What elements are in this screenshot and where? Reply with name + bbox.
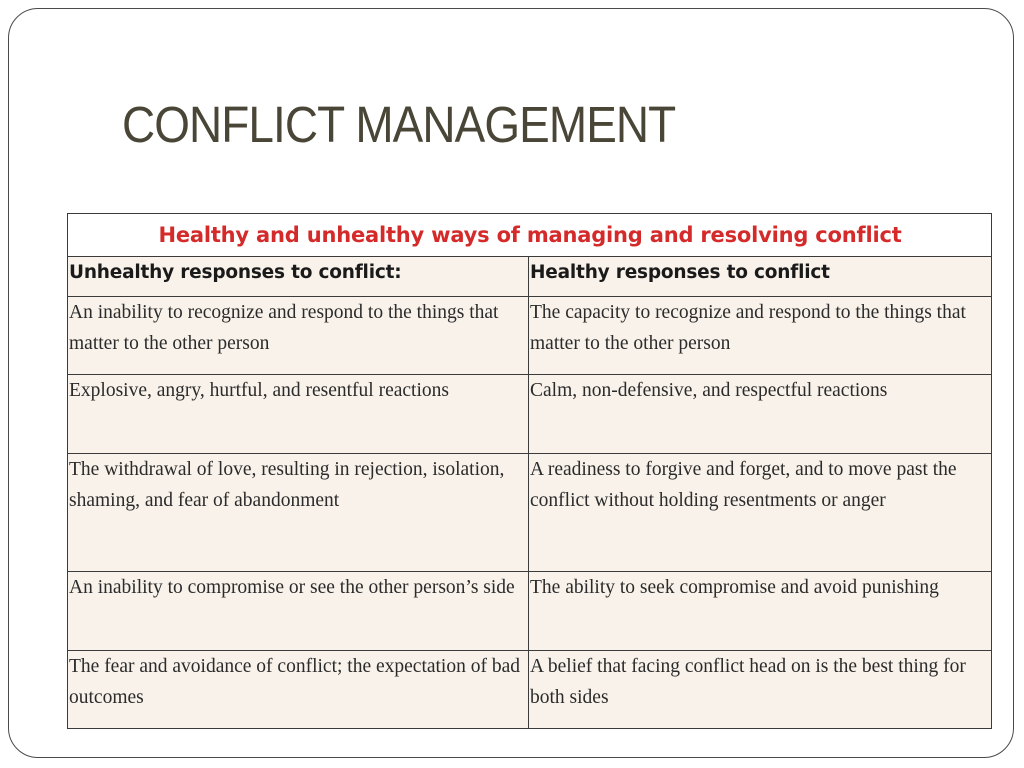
cell-healthy: A belief that facing conflict head on is the best thing for both sides: [529, 651, 992, 729]
conflict-comparison-table: [67, 213, 992, 729]
header-unhealthy: Unhealthy responses to conflict:: [68, 257, 529, 297]
cell-healthy: Calm, non-defensive, and respectful reactions: [529, 375, 992, 454]
table-row: [68, 454, 992, 572]
table-row: [68, 651, 992, 729]
slide-title: CONFLICT MANAGEMENT: [122, 96, 676, 153]
cell-healthy: The capacity to recognize and respond to the things that matter to the other person: [529, 297, 992, 375]
table-row: [68, 375, 992, 454]
table-caption: Healthy and unhealthy ways of managing and resolving conflict: [68, 214, 992, 257]
cell-healthy: The ability to seek compromise and avoid punishing: [529, 572, 992, 651]
cell-unhealthy: Explosive, angry, hurtful, and resentful reactions: [68, 375, 529, 454]
header-healthy: Healthy responses to conflict: [529, 257, 992, 297]
cell-unhealthy: The withdrawal of love, resulting in rejection, isolation, shaming, and fear of abandonment: [68, 454, 529, 572]
cell-unhealthy: An inability to recognize and respond to the things that matter to the other person: [68, 297, 529, 375]
cell-healthy: A readiness to forgive and forget, and to move past the conflict without holding resentments or anger: [529, 454, 992, 572]
cell-unhealthy: The fear and avoidance of conflict; the expectation of bad outcomes: [68, 651, 529, 729]
table-row: [68, 572, 992, 651]
table-caption-row: [68, 214, 992, 257]
cell-unhealthy: An inability to compromise or see the other person’s side: [68, 572, 529, 651]
table-row: [68, 297, 992, 375]
table-header-row: [68, 257, 992, 297]
